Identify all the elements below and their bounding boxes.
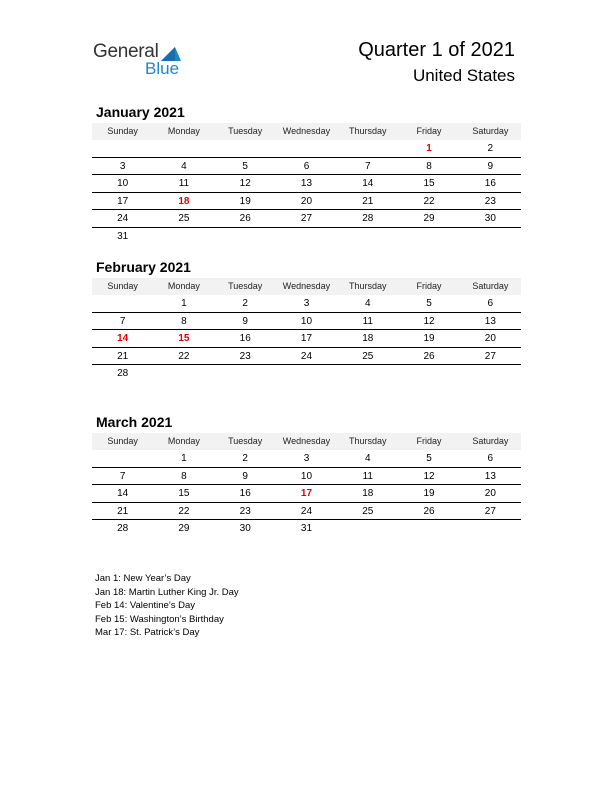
day-cell: 19 [239,195,251,207]
week-row [92,365,521,383]
day-cell [92,450,153,467]
day-cell [460,228,521,246]
day-cell: 9 [242,315,248,327]
month-january [92,103,521,246]
day-cell: 5 [242,160,248,172]
page-subtitle: United States [412,66,515,85]
day-cell: 22 [423,195,435,207]
day-cell: 14 [117,488,129,500]
week-row [92,295,521,313]
day-cell: 27 [300,213,313,225]
day-cell: 23 [239,505,251,517]
day-cell: 29 [178,523,190,535]
day-cell [276,228,337,246]
day-cell [337,520,398,538]
weekday-label: Tuesday [228,126,263,136]
day-cell: 1 [181,453,187,464]
day-cell: 28 [362,213,374,225]
day-cell: 11 [362,315,373,327]
day-cell: 2 [242,453,248,464]
day-cell [153,365,214,383]
weekday-header [92,123,521,140]
week-row [92,210,521,228]
day-cell: 17 [300,333,313,345]
day-cell: 22 [178,505,190,517]
day-cell: 22 [178,350,190,362]
day-cell: 9 [242,470,248,482]
weekday-header [92,278,521,295]
holiday-item: Jan 1: New Year’s Day [95,573,191,584]
weekday-label: Tuesday [228,436,263,446]
day-cell: 16 [239,488,251,500]
day-cell: 18 [362,333,374,345]
weekday-label: Saturday [472,126,509,136]
week-row [92,450,521,468]
day-cell: 25 [178,213,190,225]
week-row [92,313,521,331]
day-cell: 6 [303,160,310,172]
month-title: January 2021 [96,104,185,120]
week-row [92,193,521,211]
weekday-label: Friday [416,281,442,291]
week-row [92,485,521,503]
day-cell [215,365,276,383]
weekday-label: Wednesday [282,436,331,446]
day-cell: 26 [423,505,435,517]
day-cell [276,140,337,157]
day-cell: 14 [117,333,129,345]
day-cell: 3 [303,453,310,464]
day-cell: 8 [181,315,187,327]
weekday-label: Friday [416,126,442,136]
day-cell [92,295,153,312]
weekday-label: Monday [167,436,200,446]
day-cell: 3 [119,160,126,172]
day-cell: 17 [117,195,129,207]
weekday-label: Monday [167,126,200,136]
day-cell: 5 [426,453,432,464]
day-cell [276,365,337,383]
day-cell: 1 [181,298,187,309]
day-cell: 16 [239,333,251,345]
day-cell: 30 [484,213,496,225]
day-cell: 6 [487,298,494,309]
day-cell: 24 [300,350,313,362]
day-cell: 2 [487,143,494,154]
day-cell: 25 [362,350,374,362]
day-cell: 24 [117,213,129,225]
day-cell [337,140,398,157]
day-cell: 19 [423,488,435,500]
weekday-label: Wednesday [282,126,331,136]
day-cell: 31 [117,230,129,242]
day-cell: 31 [300,523,313,535]
day-cell: 15 [423,178,435,190]
day-cell: 14 [362,178,374,190]
holiday-item: Feb 14: Valentine’s Day [95,600,195,612]
day-cell [398,520,459,538]
brand-logo [93,41,193,81]
day-cell: 20 [484,488,496,500]
holiday-item: Mar 17: St. Patrick’s Day [95,627,200,639]
day-cell: 15 [178,333,190,345]
day-cell: 27 [484,505,496,517]
day-cell: 25 [362,505,374,517]
week-row [92,468,521,486]
day-cell: 26 [423,350,435,362]
day-cell: 8 [181,470,187,482]
week-row [92,158,521,176]
weekday-label: Tuesday [228,281,263,291]
day-cell: 12 [423,470,435,482]
day-cell: 18 [178,195,190,207]
day-cell [398,228,459,246]
logo-general-text: General [93,41,159,62]
day-cell: 20 [484,333,496,345]
day-cell: 11 [362,470,373,482]
day-cell: 23 [239,350,251,362]
day-cell: 10 [117,178,129,190]
day-cell: 7 [119,315,126,327]
day-cell [153,228,214,246]
day-cell: 5 [426,298,432,309]
day-cell: 3 [303,298,310,309]
day-cell: 23 [484,195,496,207]
day-cell: 27 [484,350,496,362]
day-cell [460,520,521,538]
day-cell: 1 [426,143,432,154]
weekday-label: Friday [416,436,442,446]
month-title: February 2021 [96,259,191,275]
day-cell: 26 [239,213,251,225]
day-cell: 17 [300,488,313,500]
day-cell: 7 [119,470,126,482]
day-cell [337,365,398,383]
weekday-label: Monday [167,281,200,291]
day-cell [460,365,521,383]
weekday-label: Sunday [107,126,138,136]
weekday-label: Wednesday [282,281,331,291]
week-row [92,140,521,158]
week-row [92,348,521,366]
holiday-list [95,572,239,640]
day-cell [215,140,276,157]
day-cell [153,140,214,157]
day-cell: 28 [117,368,129,380]
day-cell: 10 [300,470,313,482]
week-row [92,503,521,521]
day-cell: 13 [300,178,313,190]
month-february [92,258,521,383]
weekday-label: Saturday [472,281,509,291]
holiday-item: Feb 15: Washington’s Birthday [95,613,224,625]
day-cell: 21 [362,195,374,207]
weekday-label: Sunday [107,281,138,291]
day-cell [92,140,153,157]
weekday-label: Saturday [472,436,509,446]
day-cell: 4 [364,298,371,309]
day-cell: 15 [178,488,190,500]
day-cell: 28 [117,523,129,535]
day-cell: 13 [484,470,496,482]
page-title: Quarter 1 of 2021 [358,39,515,61]
week-row [92,228,521,246]
month-title: March 2021 [96,414,173,430]
day-cell: 24 [300,505,313,517]
week-row [92,330,521,348]
day-cell: 13 [484,315,496,327]
day-cell: 10 [300,315,313,327]
day-cell: 4 [181,160,187,172]
holiday-item: Jan 18: Martin Luther King Jr. Day [95,586,239,598]
day-cell: 19 [423,333,435,345]
weekday-label: Thursday [349,436,387,446]
day-cell: 6 [487,453,494,464]
week-row [92,175,521,193]
weekday-label: Thursday [349,281,387,291]
day-cell: 16 [484,178,496,190]
day-cell: 21 [117,505,129,517]
day-cell: 30 [239,523,251,535]
day-cell [337,228,398,246]
logo-blue-text: Blue [145,59,180,78]
day-cell: 12 [239,178,251,190]
week-row [92,520,521,538]
day-cell [398,365,459,383]
day-cell: 7 [364,160,371,172]
day-cell [215,228,276,246]
weekday-label: Thursday [349,126,387,136]
day-cell: 29 [423,213,435,225]
day-cell: 4 [364,453,371,464]
weekday-label: Sunday [107,436,138,446]
day-cell: 9 [487,160,494,172]
month-march [92,413,521,538]
day-cell: 20 [300,195,313,207]
day-cell: 18 [362,488,374,500]
weekday-header [92,433,521,450]
day-cell: 11 [178,178,190,190]
day-cell: 8 [426,160,432,172]
day-cell: 2 [242,298,248,309]
day-cell: 12 [423,315,435,327]
day-cell: 21 [117,350,129,362]
